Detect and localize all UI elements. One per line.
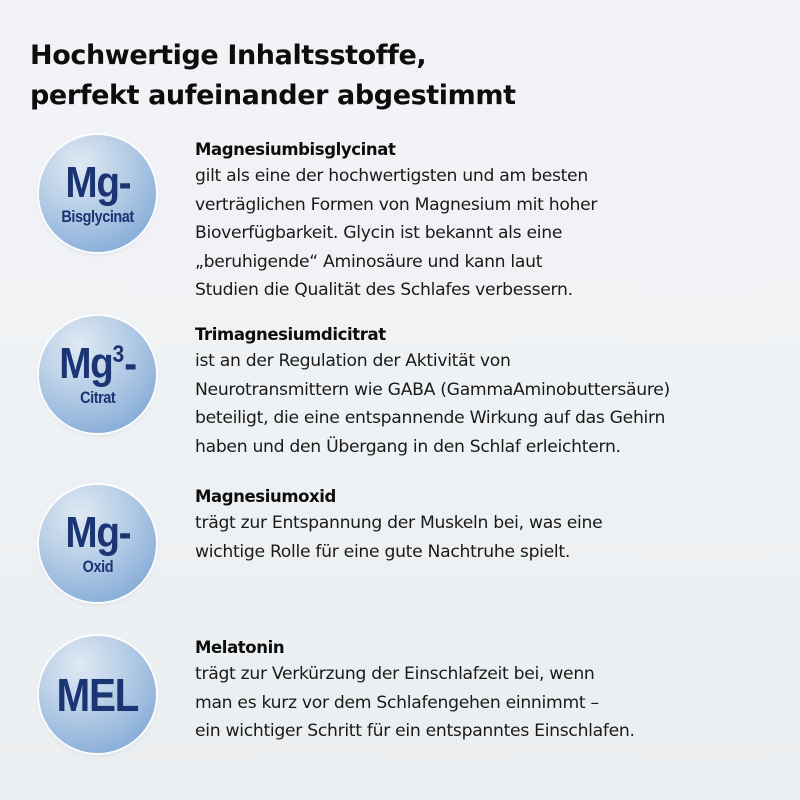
badge-sub-text: Citrat xyxy=(79,387,116,407)
description-line: „beruhigende“ Aminosäure und kann laut xyxy=(195,251,543,272)
page-title xyxy=(30,36,516,116)
ingredient-magnesiumoxid xyxy=(195,485,795,566)
badge-mg-oxid xyxy=(39,485,156,602)
description-line: wichtige Rolle für eine gute Nachtruhe spielt. xyxy=(195,541,571,562)
description-line: verträglichen Formen von Magnesium mit hoher xyxy=(195,194,598,215)
description-line: gilt als eine der hochwertigsten und am besten xyxy=(195,166,588,186)
ingredient-magnesiumbisglycinat xyxy=(195,138,795,305)
description-line: ist an der Regulation der Aktivität von xyxy=(195,351,511,371)
badge-sub-text: Oxid xyxy=(82,556,113,576)
description-line: man es kurz vor dem Schlafengehen einnimmt – xyxy=(195,692,599,713)
ingredient-description xyxy=(195,347,795,461)
ingredient-description xyxy=(195,660,795,746)
description-line: Bioverfügbarkeit. Glycin ist bekannt als eine xyxy=(195,223,563,244)
badge-mg-bisglycinat xyxy=(39,135,156,252)
description-line: ein wichtiger Schritt für ein entspanntes Einschlafen. xyxy=(195,721,635,742)
description-line: Neurotransmittern wie GABA (GammaAminobuttersäure) xyxy=(195,379,670,400)
page-title-line-2: perfekt aufeinander abgestimmt xyxy=(30,80,516,111)
badge-main-symbol: Mg xyxy=(59,338,113,388)
badge-main-text: MEL xyxy=(56,668,139,721)
description-line: trägt zur Entspannung der Muskeln bei, was eine xyxy=(195,513,603,533)
ingredient-melatonin xyxy=(195,636,795,746)
badge-main-text xyxy=(59,338,136,388)
ingredient-description xyxy=(195,509,795,566)
description-line: trägt zur Verkürzung der Einschlafzeit bei, wenn xyxy=(195,664,595,684)
badge-mel xyxy=(39,636,156,753)
badge-main-text: Mg- xyxy=(65,507,130,557)
ingredient-name: Trimagnesiumdicitrat xyxy=(195,325,386,344)
ingredient-trimagnesiumdicitrat xyxy=(195,323,795,461)
badge-main-text: Mg- xyxy=(65,157,130,207)
badge-sub-text: Bisglycinat xyxy=(61,206,134,226)
page-title-line-1: Hochwertige Inhaltsstoffe, xyxy=(30,40,427,71)
description-line: Studien die Qualität des Schlafes verbessern. xyxy=(195,280,573,301)
description-line: beteiligt, die eine entspannende Wirkung auf das Gehirn xyxy=(195,408,666,429)
badge-superscript: 3 xyxy=(112,340,125,368)
badge-mg3-citrat xyxy=(39,316,156,433)
ingredient-name: Melatonin xyxy=(195,638,285,657)
description-line: haben und den Übergang in den Schlaf erleichtern. xyxy=(195,436,621,457)
ingredient-description xyxy=(195,162,795,305)
ingredient-name: Magnesiumoxid xyxy=(195,487,336,506)
badge-main-suffix: - xyxy=(124,338,136,388)
ingredient-name: Magnesiumbisglycinat xyxy=(195,140,396,159)
